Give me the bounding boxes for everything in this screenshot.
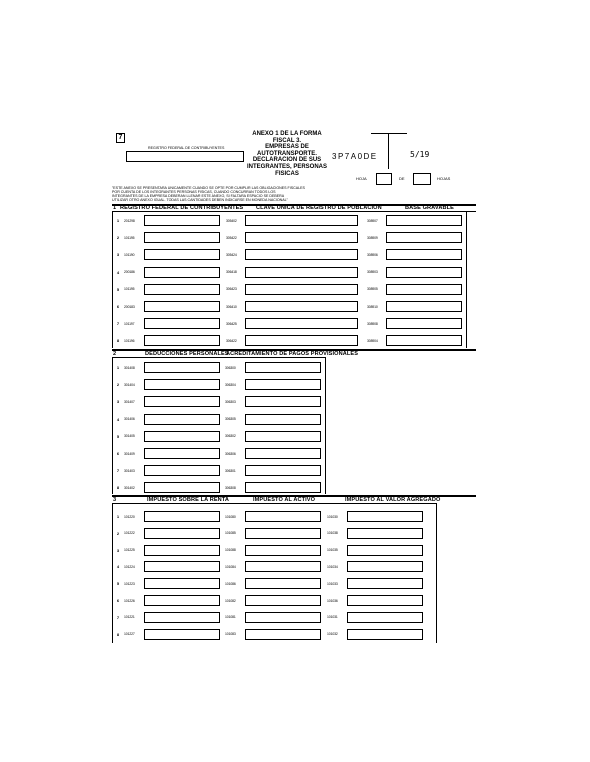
row-number: 2: [116, 382, 120, 388]
field-code: 101196: [124, 338, 135, 343]
form-title: [244, 131, 330, 177]
hoja-field[interactable]: [376, 173, 392, 185]
section3-header-iac: IMPUESTO AL ACTIVO: [253, 497, 316, 503]
iva-input[interactable]: [347, 528, 423, 539]
field-code: 305424: [226, 252, 237, 257]
field-code: 301405: [124, 434, 135, 439]
hojas-label: HOJAS: [437, 176, 451, 181]
instruction-line-2: POR CUENTA DE LOS INTEGRANTES PERSONAS FISICAS, CUANDO CONCURRAN TODOS LOS: [112, 190, 276, 194]
row-number: 7: [116, 614, 120, 620]
field-code: 201298: [124, 218, 135, 223]
field-code: 101226: [124, 598, 135, 603]
field-code: 101086: [225, 581, 236, 586]
deducciones-input[interactable]: [144, 448, 220, 459]
hoja-label: HOJA: [356, 176, 367, 181]
deducciones-input[interactable]: [144, 482, 220, 493]
row-number: 8: [116, 631, 120, 637]
field-code: 301407: [124, 399, 135, 404]
field-code: 101195: [124, 287, 135, 292]
row-number: 3: [116, 399, 120, 405]
acreditamiento-input[interactable]: [245, 431, 321, 442]
isr-input[interactable]: [144, 612, 220, 623]
field-code: 101034: [327, 564, 338, 569]
base-gravable-input[interactable]: [386, 249, 462, 260]
iac-input[interactable]: [245, 511, 321, 522]
iva-input[interactable]: [347, 595, 423, 606]
field-code: 200183: [124, 304, 135, 309]
base-gravable-input[interactable]: [386, 232, 462, 243]
hojas-total-field[interactable]: [413, 173, 431, 185]
curp-input[interactable]: [245, 335, 358, 346]
instruction-line-1: "ESTE ANEXO SE PRESENTARA UNICAMENTE CUANDO SE OPTE POR CUMPLIR LAS OBLIGACIONES FISCALES: [112, 186, 305, 190]
section2-header-rule: [112, 357, 326, 358]
row-number: 3: [116, 252, 120, 258]
title-line-1: ANEXO 1 DE LA FORMA: [252, 131, 322, 137]
rfc-field[interactable]: [126, 151, 244, 162]
isr-input[interactable]: [144, 511, 220, 522]
section3-right-border: [436, 503, 437, 643]
base-gravable-input[interactable]: [386, 284, 462, 295]
section1-header-rule: [112, 211, 476, 212]
iva-input[interactable]: [347, 561, 423, 572]
field-code: 101030: [327, 514, 338, 519]
deducciones-input[interactable]: [144, 379, 220, 390]
field-code: 308910: [367, 304, 378, 309]
section3-header-iva: IMPUESTO AL VALOR AGREGADO: [345, 497, 441, 503]
t-mark-bar: [371, 133, 407, 134]
row-number: 4: [116, 416, 120, 422]
field-code: 101222: [124, 531, 135, 536]
rfc-input[interactable]: [144, 249, 220, 260]
row-number: 2: [116, 530, 120, 536]
row-number: 7: [116, 468, 120, 474]
acreditamiento-input[interactable]: [245, 482, 321, 493]
iva-input[interactable]: [347, 545, 423, 556]
isr-input[interactable]: [144, 595, 220, 606]
field-code: 101084: [225, 564, 236, 569]
curp-input[interactable]: [245, 249, 358, 260]
iac-input[interactable]: [245, 629, 321, 640]
field-code: 306425: [226, 321, 237, 326]
section1-left-border: [112, 211, 113, 348]
field-code: 306308: [225, 485, 236, 490]
field-code: 301408: [124, 365, 135, 370]
field-code: 101088: [225, 548, 236, 553]
base-gravable-input[interactable]: [386, 267, 462, 278]
section3-header-rule: [112, 503, 437, 504]
iac-input[interactable]: [245, 528, 321, 539]
iva-input[interactable]: [347, 511, 423, 522]
deducciones-input[interactable]: [144, 431, 220, 442]
form-code: 3P7A0DE: [332, 152, 378, 161]
iac-input[interactable]: [245, 595, 321, 606]
field-code: 308903: [367, 270, 378, 275]
t-mark-stem: [388, 133, 389, 169]
iva-input[interactable]: [347, 578, 423, 589]
rfc-input[interactable]: [144, 232, 220, 243]
deducciones-input[interactable]: [144, 396, 220, 407]
field-code: 101032: [327, 632, 338, 637]
row-number: 8: [116, 338, 120, 344]
de-label: DE: [399, 176, 405, 181]
instruction-line-4: UTILIZAR OTRO ANEXO IGUAL. TODAS LAS CANTIDADES DEBEN INDICARSE EN MONEDA NACIONAL": [112, 198, 288, 202]
field-code: 306423: [226, 287, 237, 292]
field-code: 305402: [226, 218, 237, 223]
instructions: [112, 186, 305, 202]
base-gravable-input[interactable]: [386, 301, 462, 312]
field-code: 101035: [327, 548, 338, 553]
iva-input[interactable]: [347, 612, 423, 623]
field-code: 101085: [225, 531, 236, 536]
isr-input[interactable]: [144, 528, 220, 539]
base-gravable-input[interactable]: [386, 318, 462, 329]
row-number: 4: [116, 269, 120, 275]
field-code: 306303: [225, 399, 236, 404]
iac-input[interactable]: [245, 612, 321, 623]
field-code: 101036: [327, 598, 338, 603]
field-code: 101227: [124, 632, 135, 637]
field-code: 306305: [225, 417, 236, 422]
field-code: 101190: [124, 252, 135, 257]
field-code: 306422: [226, 338, 237, 343]
field-code: 101224: [124, 564, 135, 569]
section1-header-rfc: REGISTRO FEDERAL DE CONTRIBUYENTES: [120, 205, 244, 211]
curp-input[interactable]: [245, 318, 358, 329]
isr-input[interactable]: [144, 578, 220, 589]
field-code: 101083: [225, 632, 236, 637]
row-number: 6: [116, 451, 120, 456]
title-line-4: AUTOTRANSPORTE.: [257, 150, 317, 157]
rfc-input[interactable]: [144, 301, 220, 312]
field-code: 308909: [367, 235, 378, 240]
rfc-input[interactable]: [144, 318, 220, 329]
row-number: 1: [116, 218, 120, 223]
field-code: 305422: [226, 235, 237, 240]
isr-input[interactable]: [144, 629, 220, 640]
handwritten-note: 5/19: [410, 150, 430, 159]
field-code: 200186: [124, 270, 135, 275]
section3-number: 3: [113, 497, 117, 503]
section2-left-border: [112, 357, 113, 494]
acreditamiento-input[interactable]: [245, 414, 321, 425]
field-code: 101081: [225, 615, 236, 620]
deducciones-input[interactable]: [144, 362, 220, 373]
row-number: 4: [116, 564, 120, 570]
field-code: 306306: [225, 451, 236, 456]
row-number: 8: [116, 485, 120, 491]
iac-input[interactable]: [245, 578, 321, 589]
row-number: 6: [116, 598, 120, 603]
row-number: 1: [116, 365, 120, 370]
field-code: 308907: [367, 218, 378, 223]
acreditamiento-input[interactable]: [245, 379, 321, 390]
row-number: 6: [116, 304, 120, 309]
title-line-6: INTEGRANTES, PERSONAS: [246, 163, 327, 170]
rfc-input[interactable]: [144, 215, 220, 226]
section2-right-border: [325, 357, 326, 494]
isr-input[interactable]: [144, 561, 220, 572]
acreditamiento-input[interactable]: [245, 362, 321, 373]
rfc-input[interactable]: [144, 267, 220, 278]
field-code: 306300: [225, 365, 236, 370]
field-code: 301403: [124, 468, 135, 473]
curp-input[interactable]: [245, 232, 358, 243]
title-line-7: FISICAS: [275, 170, 299, 177]
section1-number: 1: [113, 205, 117, 211]
rfc-input[interactable]: [144, 284, 220, 295]
field-code: 101225: [124, 548, 135, 553]
acreditamiento-input[interactable]: [245, 448, 321, 459]
field-code: 301402: [124, 485, 135, 490]
isr-input[interactable]: [144, 545, 220, 556]
curp-input[interactable]: [245, 284, 358, 295]
title-line-5: DECLARACION DE SUS: [252, 157, 322, 164]
field-code: 306418: [226, 270, 237, 275]
rfc-input[interactable]: [144, 335, 220, 346]
field-code: 301409: [124, 451, 135, 456]
field-code: 101033: [327, 581, 338, 586]
base-gravable-input[interactable]: [386, 215, 462, 226]
title-line-3: EMPRESAS DE: [265, 144, 309, 151]
deducciones-input[interactable]: [144, 465, 220, 476]
row-number: 3: [116, 547, 120, 553]
field-code: 308906: [367, 252, 378, 257]
field-code: 301406: [124, 417, 135, 422]
field-code: 101082: [225, 598, 236, 603]
row-number: 5: [116, 581, 120, 587]
base-gravable-input[interactable]: [386, 335, 462, 346]
instruction-line-3: INTEGRANTES DE LA EMPRESA DEBERAN LLENAR ESTE ANEXO, SI FALTARA ESPACIO SE DEBERA: [112, 194, 285, 198]
field-code: 101223: [124, 581, 135, 586]
field-code: 308908: [367, 321, 378, 326]
section1-right-border: [466, 211, 467, 348]
section3-header-isr: IMPUESTO SOBRE LA RENTA: [147, 497, 230, 503]
field-code: 101221: [124, 615, 135, 620]
row-number: 1: [116, 514, 120, 519]
field-code: 306410: [226, 304, 237, 309]
section2-header-deducciones: DEDUCCIONES PERSONALES: [145, 351, 229, 357]
curp-input[interactable]: [245, 267, 358, 278]
section3-left-border: [112, 503, 113, 643]
field-code: 308905: [367, 287, 378, 292]
field-code: 101195: [124, 235, 135, 240]
field-code: 308904: [367, 338, 378, 343]
rfc-label: REGISTRO FEDERAL DE CONTRIBUYENTES: [148, 146, 225, 150]
deducciones-input[interactable]: [144, 414, 220, 425]
field-code: 301404: [124, 382, 135, 387]
acreditamiento-input[interactable]: [245, 396, 321, 407]
field-code: 101080: [225, 514, 236, 519]
section2-number: 2: [113, 351, 117, 357]
iva-input[interactable]: [347, 629, 423, 640]
page-number: 7: [118, 134, 123, 141]
section1-header-curp: CLAVE UNICA DE REGISTRO DE POBLACION: [256, 205, 382, 211]
row-number: 5: [116, 433, 120, 439]
section1-header-base: BASE GRAVABLE: [405, 205, 454, 211]
iac-input[interactable]: [245, 545, 321, 556]
title-line-2: FISCAL 3.: [272, 137, 302, 144]
acreditamiento-input[interactable]: [245, 465, 321, 476]
field-code: 101038: [327, 531, 338, 536]
curp-input[interactable]: [245, 301, 358, 312]
iac-input[interactable]: [245, 561, 321, 572]
field-code: 306301: [225, 468, 236, 473]
field-code: 306302: [225, 434, 236, 439]
page-number-box: [116, 133, 125, 143]
field-code: 101197: [124, 321, 135, 326]
section2-header-acreditamiento: ACREDITAMIENTO DE PAGOS PROVISIONALES: [226, 351, 359, 357]
curp-input[interactable]: [245, 215, 358, 226]
row-number: 5: [116, 286, 120, 292]
field-code: 306304: [225, 382, 236, 387]
row-number: 2: [116, 235, 120, 241]
field-code: 101220: [124, 514, 135, 519]
row-number: 7: [116, 321, 120, 327]
field-code: 101031: [327, 615, 338, 620]
